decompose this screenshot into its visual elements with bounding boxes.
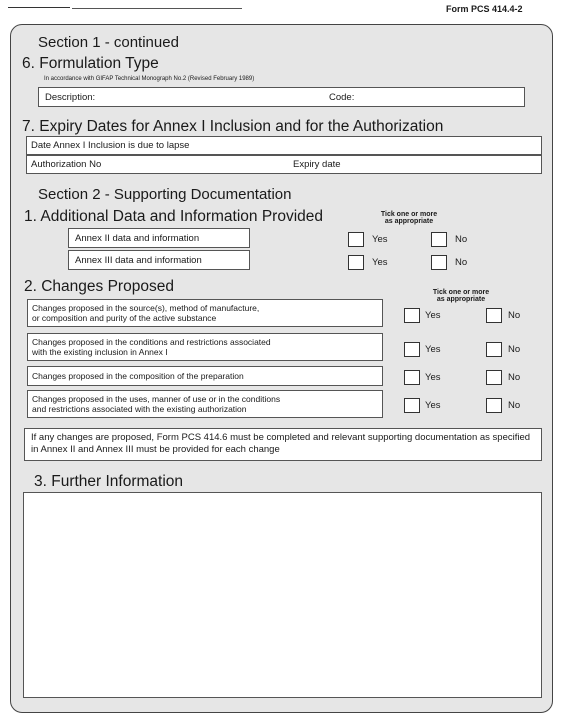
annex3-yes-checkbox[interactable] [348,255,364,270]
formulation-note: In accordance with GIFAP Technical Monograph No.2 (Revised February 1989) [44,76,255,82]
annex-lapse-label: Date Annex I Inclusion is due to lapse [31,140,190,151]
change-conditions-no-checkbox[interactable] [486,342,502,357]
change-composition-no-label: No [508,372,521,383]
form-panel [10,24,553,713]
annex3-row-label-box [68,250,250,270]
formulation-heading: 6. Formulation Type [22,55,159,72]
additional-tick-line1: Tick one or more [380,211,438,218]
change-uses-yes-checkbox[interactable] [404,398,420,413]
annex3-no-checkbox[interactable] [431,255,447,270]
changes-tick-line2: as appropriate [436,296,486,303]
change-source-yes-checkbox[interactable] [404,308,420,323]
change-composition-line1: Changes proposed in the composition of the preparation [32,371,244,381]
annex-lapse-field[interactable] [26,136,542,155]
additional-tick-note [359,211,459,225]
authorization-label: Authorization No [31,159,102,170]
changes-notice: If any changes are proposed, Form PCS 414.6 must be completed and relevant supporting documentation as specified in Annex II and Annex III must be provided for each change [24,428,542,461]
change-composition-yes-checkbox[interactable] [404,370,420,385]
annex2-no-label: No [455,234,468,245]
description-label: Description: [45,92,96,103]
change-source-line1: Changes proposed in the source(s), method of manufacture, [32,303,260,313]
changes-tick-note [411,289,511,303]
annex3-label: Annex III data and information [75,255,202,266]
change-composition-yes-label: Yes [425,372,441,383]
further-heading: 3. Further Information [34,473,184,490]
section2-heading: Section 2 - Supporting Documentation [38,186,292,203]
change-row-uses [27,390,383,418]
change-row-composition [27,366,383,386]
change-composition-no-checkbox[interactable] [486,370,502,385]
changes-tick-line1: Tick one or more [432,289,490,296]
additional-tick-line2: as appropriate [384,218,434,225]
expiry-heading: 7. Expiry Dates for Annex I Inclusion and for the Authorization [22,118,444,135]
change-uses-line1: Changes proposed in the uses, manner of use or in the conditions [32,394,281,404]
change-conditions-yes-label: Yes [425,344,441,355]
annex3-no-label: No [455,257,468,268]
top-rule-left [8,7,70,8]
annex2-label: Annex II data and information [75,233,200,244]
change-conditions-yes-checkbox[interactable] [404,342,420,357]
further-information-field[interactable] [23,492,542,698]
change-uses-yes-label: Yes [425,400,441,411]
change-uses-line2: and restrictions associated with the existing authorization [32,404,247,414]
change-row-source [27,299,383,327]
expiry-date-label: Expiry date [293,159,341,170]
change-conditions-no-label: No [508,344,521,355]
annex2-no-checkbox[interactable] [431,232,447,247]
authorization-field[interactable] [26,155,542,174]
top-rule-right [72,8,242,9]
change-source-yes-label: Yes [425,310,441,321]
change-uses-no-label: No [508,400,521,411]
change-source-line2: or composition and purity of the active substance [32,313,217,323]
annex2-row-label-box [68,228,250,248]
form-number: Form PCS 414.4-2 [446,4,523,14]
additional-heading: 1. Additional Data and Information Provided [24,208,323,225]
change-conditions-line1: Changes proposed in the conditions and restrictions associated [32,337,271,347]
change-conditions-line2: with the existing inclusion in Annex I [32,347,168,357]
annex3-yes-label: Yes [372,257,388,268]
change-uses-no-checkbox[interactable] [486,398,502,413]
section1-heading: Section 1 - continued [38,34,179,51]
change-source-no-checkbox[interactable] [486,308,502,323]
change-row-conditions [27,333,383,361]
formulation-field[interactable] [38,87,525,107]
change-source-no-label: No [508,310,521,321]
annex2-yes-label: Yes [372,234,388,245]
changes-heading: 2. Changes Proposed [24,278,174,295]
annex2-yes-checkbox[interactable] [348,232,364,247]
code-label: Code: [329,92,355,103]
